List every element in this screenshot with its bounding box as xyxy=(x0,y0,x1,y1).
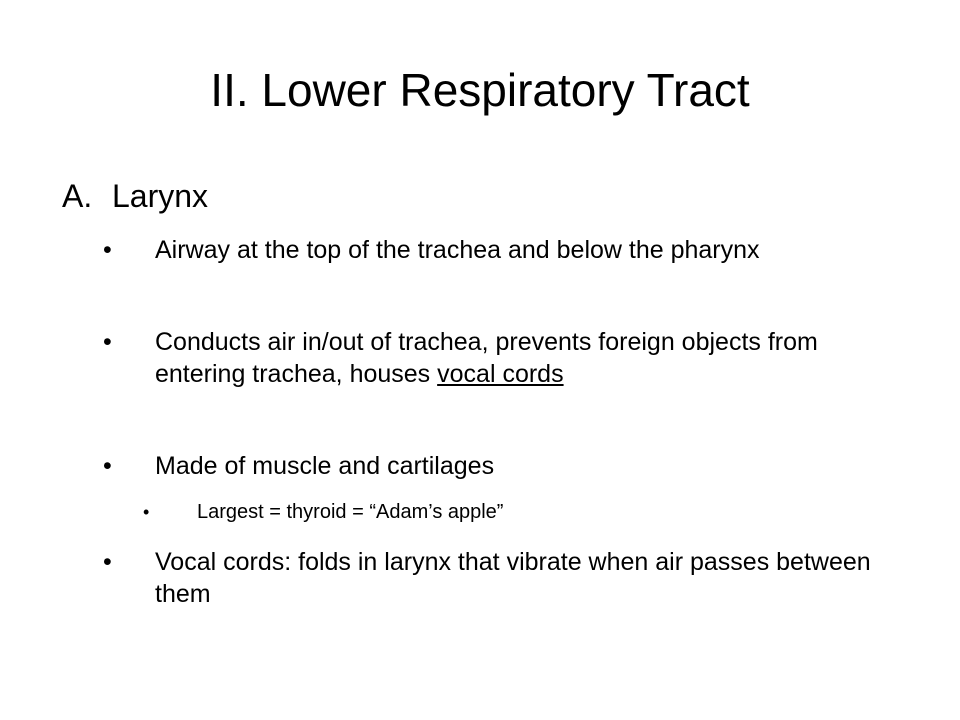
bullet-item xyxy=(103,326,885,390)
bullet-text: Made of muscle and cartilages xyxy=(155,452,495,480)
bullet-text: Conducts air in/out of trachea, prevents foreign objects from entering trachea, houses xyxy=(155,328,818,388)
bullet-icon: • xyxy=(103,452,112,480)
sub-bullet-icon: • xyxy=(143,502,150,522)
section-title: Larynx xyxy=(112,178,209,214)
section-heading xyxy=(62,176,208,216)
section-marker: A. xyxy=(62,178,93,214)
sub-bullet-text: Largest = thyroid = “Adam’s apple” xyxy=(197,501,504,523)
bullet-text: Vocal cords: folds in larynx that vibrate when air passes between them xyxy=(155,548,871,608)
sub-bullet-item xyxy=(143,498,887,526)
bullet-icon: • xyxy=(103,236,112,264)
bullet-item xyxy=(103,546,885,610)
bullet-item xyxy=(103,234,885,266)
slide-title: II. Lower Respiratory Tract xyxy=(210,64,750,116)
bullet-text: Airway at the top of the trachea and below the pharynx xyxy=(155,236,760,264)
bullet-item xyxy=(103,450,885,482)
bullet-icon: • xyxy=(103,328,112,356)
underlined-term: vocal cords xyxy=(437,360,564,388)
bullet-icon: • xyxy=(103,548,112,576)
